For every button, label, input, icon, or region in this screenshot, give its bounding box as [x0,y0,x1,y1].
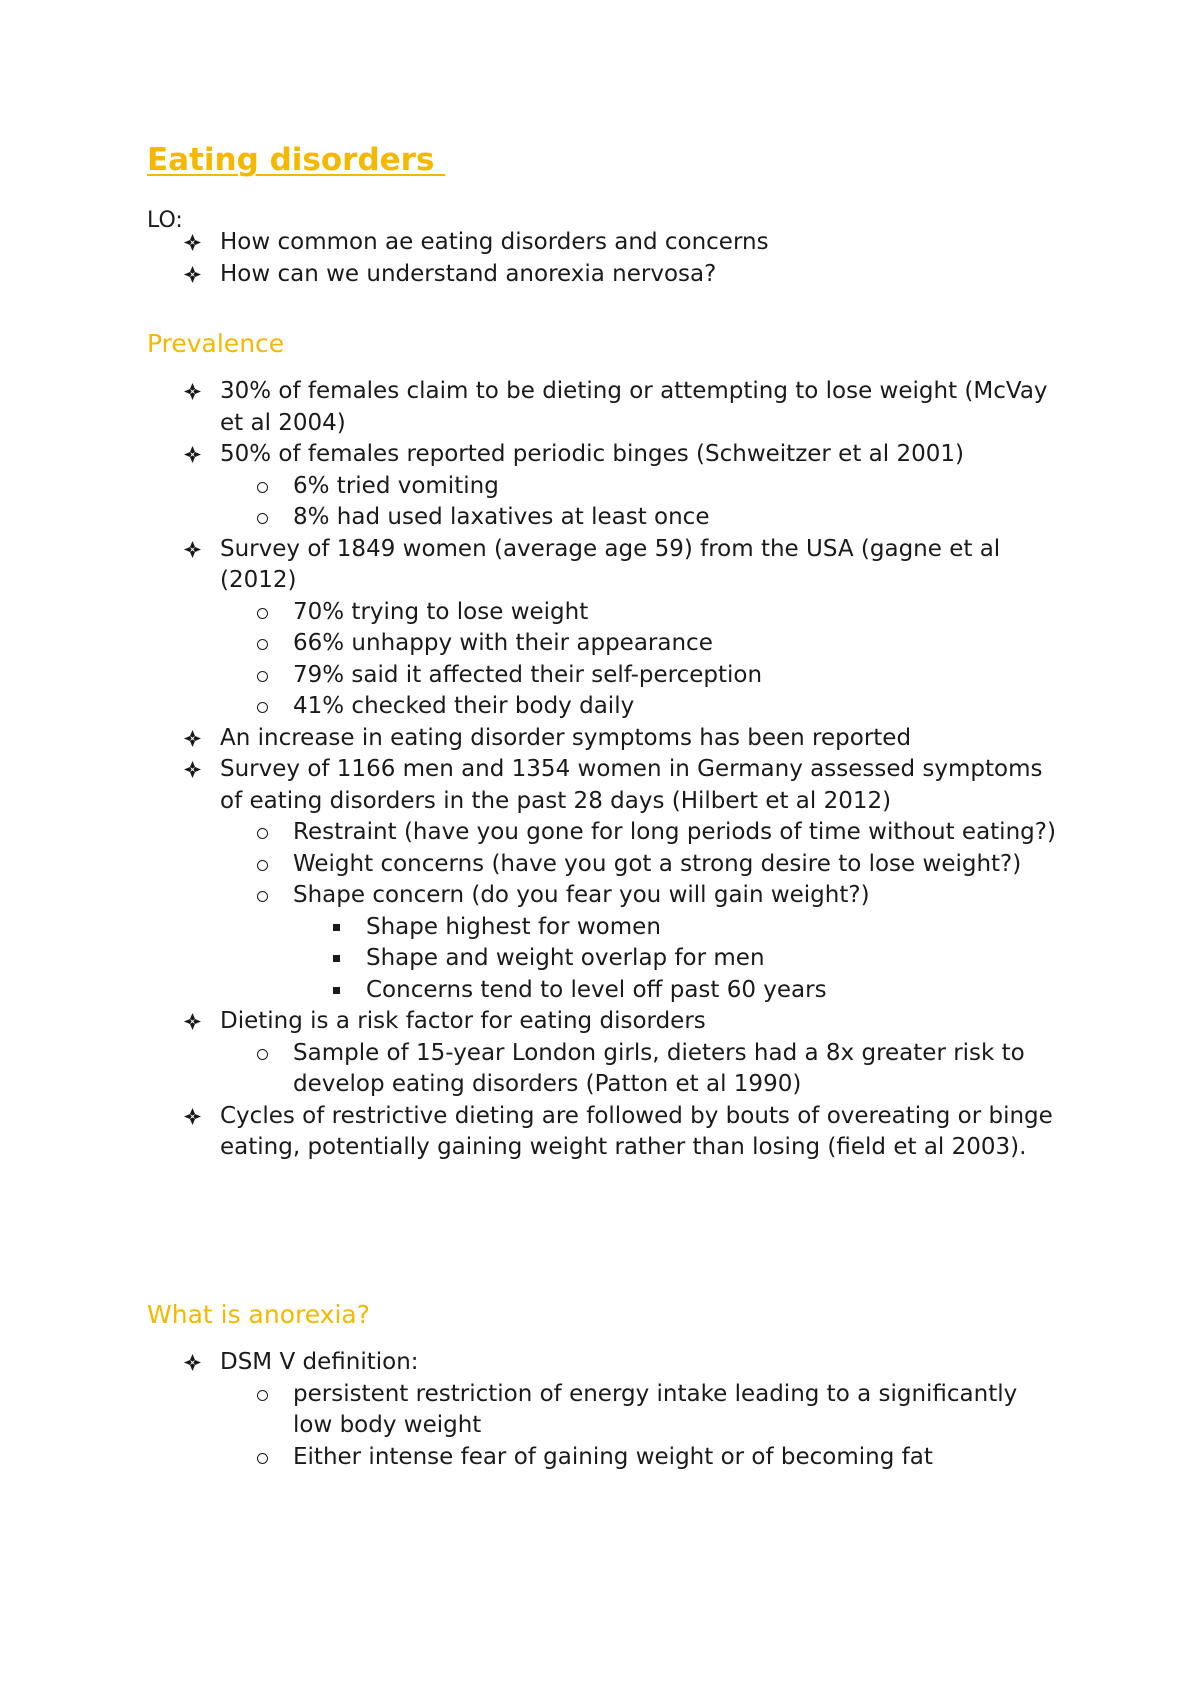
list-item: Weight concerns (have you got a strong desire to lose weight?) [0,849,1200,881]
list-item: 41% checked their body daily [0,691,1200,723]
circle-bullet-icon [257,817,268,849]
circle-bullet-icon [257,628,268,660]
diamond-bullet-icon [184,1101,201,1133]
diamond-bullet-icon [184,1347,201,1379]
circle-bullet-icon [257,597,268,629]
list-item: Cycles of restrictive dieting are followed by bouts of overeating or binge eating, potentially gaining weight rather than losing (field et al 2003). [0,1101,1200,1164]
section-heading-anorexia: What is anorexia? [147,1300,371,1329]
list-item: 6% tried vomiting [0,471,1200,503]
circle-bullet-icon [257,502,268,534]
circle-bullet-icon [257,1442,268,1474]
circle-bullet-icon [257,471,268,503]
list-item: persistent restriction of energy intake leading to a significantly low body weight [0,1379,1200,1442]
list-item: Dieting is a risk factor for eating disorders [0,1006,1200,1038]
document-title: Eating disorders [147,142,446,178]
section-heading-prevalence: Prevalence [147,329,285,358]
diamond-bullet-icon [184,227,201,259]
circle-bullet-icon [257,691,268,723]
anorexia-list [0,1347,1200,1473]
list-item: How can we understand anorexia nervosa? [0,259,1200,291]
diamond-bullet-icon [184,534,201,566]
list-item: Concerns tend to level off past 60 years [0,975,1200,1007]
circle-bullet-icon [257,849,268,881]
circle-bullet-icon [257,880,268,912]
list-item: 8% had used laxatives at least once [0,502,1200,534]
list-item: Shape and weight overlap for men [0,943,1200,975]
list-item: 70% trying to lose weight [0,597,1200,629]
diamond-bullet-icon [184,376,201,408]
diamond-bullet-icon [184,723,201,755]
list-item: An increase in eating disorder symptoms has been reported [0,723,1200,755]
lo-list [0,227,1200,290]
list-item: DSM V definition: [0,1347,1200,1379]
square-bullet-icon [333,912,340,944]
diamond-bullet-icon [184,439,201,471]
list-item: Sample of 15-year London girls, dieters had a 8x greater risk to develop eating disorders (Patton et al 1990) [0,1038,1200,1101]
list-item: 79% said it affected their self-perception [0,660,1200,692]
square-bullet-icon [333,943,340,975]
list-item: 50% of females reported periodic binges (Schweitzer et al 2001) [0,439,1200,471]
lo-label: LO: [147,208,183,233]
list-item: Restraint (have you gone for long periods of time without eating?) [0,817,1200,849]
list-item: 30% of females claim to be dieting or attempting to lose weight (McVay et al 2004) [0,376,1200,439]
list-item: Shape highest for women [0,912,1200,944]
list-item: Either intense fear of gaining weight or of becoming fat [0,1442,1200,1474]
circle-bullet-icon [257,1038,268,1070]
list-item: 66% unhappy with their appearance [0,628,1200,660]
list-item: How common ae eating disorders and concerns [0,227,1200,259]
list-item: Survey of 1849 women (average age 59) from the USA (gagne et al (2012) [0,534,1200,597]
square-bullet-icon [333,975,340,1007]
list-item: Shape concern (do you fear you will gain weight?) [0,880,1200,912]
prevalence-list [0,376,1200,1164]
diamond-bullet-icon [184,754,201,786]
diamond-bullet-icon [184,259,201,291]
circle-bullet-icon [257,660,268,692]
diamond-bullet-icon [184,1006,201,1038]
circle-bullet-icon [257,1379,268,1411]
list-item: Survey of 1166 men and 1354 women in Germany assessed symptoms of eating disorders in the past 28 days (Hilbert et al 2012) [0,754,1200,817]
